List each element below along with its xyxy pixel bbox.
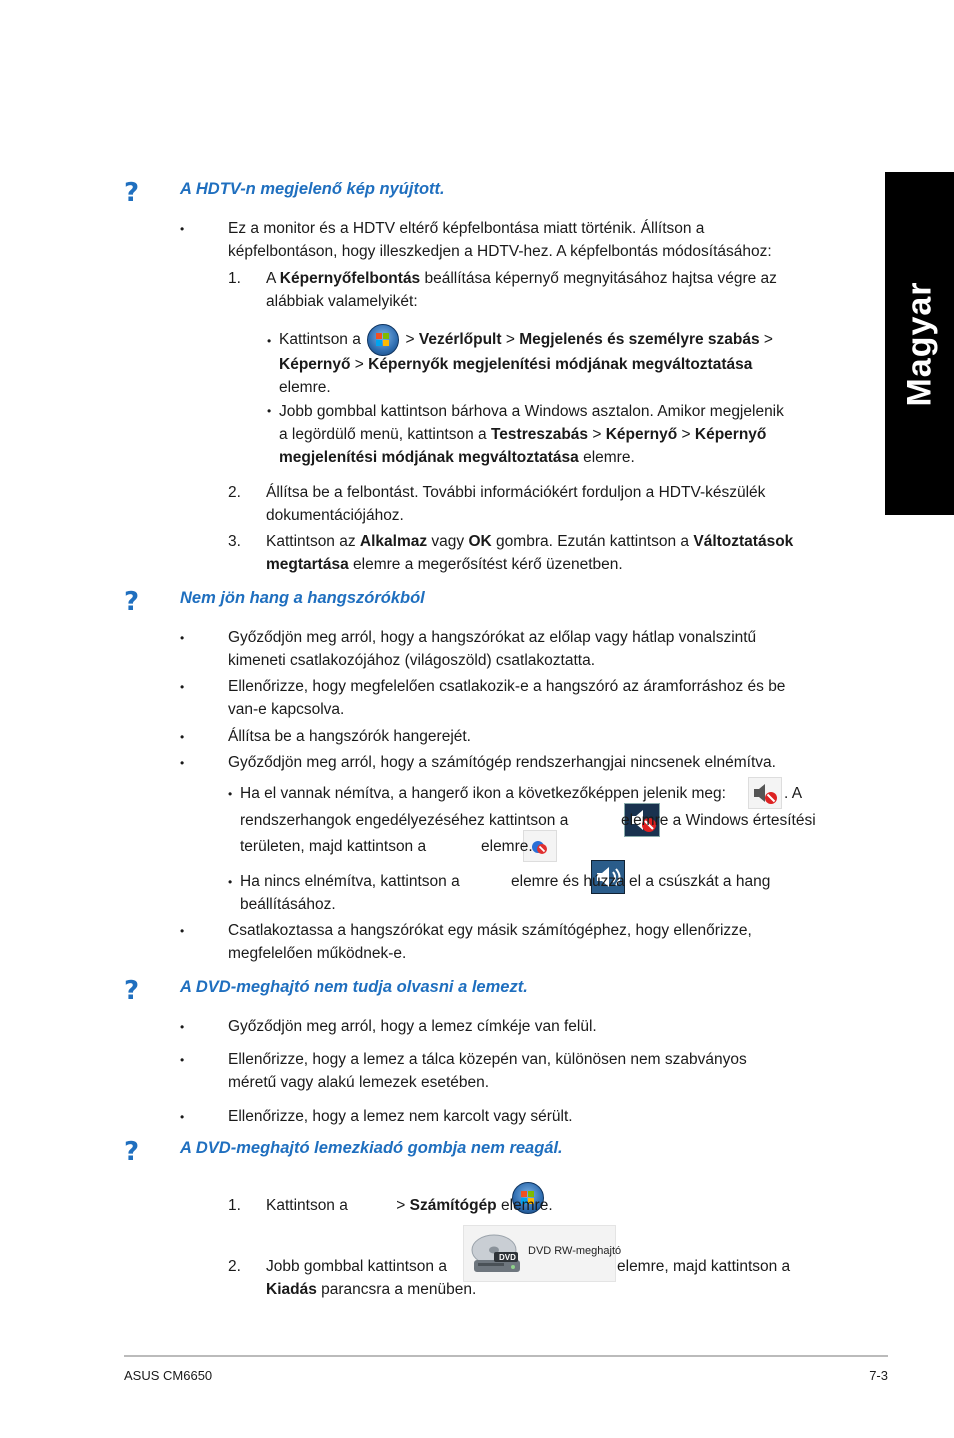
section-heading-dvd-read: A DVD-meghajtó nem tudja olvasni a lemezt. [180, 978, 528, 996]
text-line: Csatlakoztassa a hangszórókat egy másik számítógéphez, hogy ellenőrizze, [228, 922, 752, 939]
step-number: 1. [228, 1197, 241, 1214]
bold-term: Testreszabás [490, 426, 589, 443]
bold-term: Képernyő [694, 426, 767, 443]
bold-term: Megjelenés és személyre szabás [519, 331, 760, 348]
bold-term: Vezérlőpult [418, 331, 502, 348]
text: . A [784, 785, 803, 802]
section-heading-dvd-eject: A DVD-meghajtó lemezkiadó gombja nem reagál. [180, 1139, 563, 1157]
text-line: képfelbontáson, hogy illeszkedjen a HDTV-hez. A képfelbontás módosításához: [228, 243, 772, 260]
sub-bullet-text [279, 317, 839, 399]
bold-term: Képernyőfelbontás [279, 270, 421, 287]
text: Kattintson a [266, 1197, 348, 1214]
bullet: • [228, 787, 233, 801]
text-line: Ez a monitor és a HDTV eltérő képfelbontása miatt történik. Állítson a [228, 220, 705, 237]
bullet: • [180, 222, 185, 236]
text: > [677, 426, 695, 443]
paragraph-text: Ellenőrizze, hogy a lemez nem karcolt vagy sérült. [228, 1108, 573, 1125]
step-number: 1. [228, 270, 241, 287]
bold-term: Képernyő [279, 356, 351, 373]
paragraph-text [228, 675, 785, 721]
text: elemre. [481, 838, 533, 855]
bullet: • [228, 875, 233, 889]
paragraph-text [228, 919, 752, 965]
bullet: • [267, 404, 272, 418]
section-heading-hdtv: A HDTV-n megjelenő kép nyújtott. [180, 180, 445, 198]
text-line: elemre. [279, 379, 331, 396]
text: elemre, majd kattintson a [617, 1258, 791, 1275]
text: beállítása képernyő megnyitásához hajtsa végre az [420, 270, 777, 287]
bullet: • [180, 1110, 185, 1124]
bold-term: megtartása [266, 556, 349, 573]
text: parancsra a menüben. [316, 1281, 477, 1298]
bullet: • [180, 1053, 185, 1067]
paragraph-text: Győződjön meg arról, hogy a lemez címkéje van felül. [228, 1018, 597, 1035]
text: vagy [427, 533, 469, 550]
text: > [759, 331, 773, 348]
footer-divider [124, 1355, 888, 1357]
dvd-drive-item[interactable] [463, 1225, 622, 1282]
question-icon: ? [124, 1137, 140, 1167]
bold-term: Változtatások [693, 533, 794, 550]
text: rendszerhangok engedélyezéséhez kattintson a [240, 812, 569, 829]
text-line: dokumentációjához. [266, 507, 404, 524]
bold-term: Képernyő [605, 426, 678, 443]
step-text [266, 530, 793, 576]
footer-product: ASUS CM6650 [124, 1368, 213, 1383]
step-text [392, 1194, 553, 1217]
text-line: alábbiak valamelyikét: [266, 293, 418, 310]
text-line: Jobb gombbal kattintson bárhova a Windows asztalon. Amikor megjelenik [279, 403, 784, 420]
step-number: 2. [228, 1258, 241, 1275]
dvd-drive-label: DVD RW-meghajtó [528, 1245, 622, 1257]
text: > [392, 1197, 410, 1214]
step-text [266, 481, 765, 527]
question-icon: ? [124, 178, 140, 208]
paragraph-text [228, 626, 756, 672]
text: a legördülő menü, kattintson a [279, 426, 491, 443]
bold-term: Alkalmaz [359, 533, 428, 550]
text-line: beállításához. [240, 896, 336, 913]
dvd-badge: DVD [499, 1253, 516, 1262]
text: gombra. Ezután kattintson a [491, 533, 694, 550]
bullet: • [180, 680, 185, 694]
bullet: • [180, 924, 185, 938]
section-heading-no-sound: Nem jön hang a hangszórókból [180, 589, 425, 607]
question-icon: ? [124, 976, 140, 1006]
bold-term: Képernyők megjelenítési módjának megváltoztatása [368, 356, 753, 373]
text: elemre a megerősítést kérő üzenetben. [348, 556, 623, 573]
step-number: 3. [228, 533, 241, 550]
language-side-tab [885, 172, 954, 515]
text: Ha el vannak némítva, a hangerő ikon a következőképpen jelenik meg: [240, 785, 726, 802]
text-line: Ellenőrizze, hogy a lemez a tálca közepén van, különösen nem szabványos [228, 1051, 747, 1068]
speaker-muted-icon [748, 777, 782, 809]
paragraph-text [228, 1048, 747, 1094]
text: elemre és húzza el a csúszkát a hang [511, 873, 771, 890]
text-line: Győződjön meg arról, hogy a hangszórókat az előlap vagy hátlap vonalszintű [228, 629, 757, 646]
bold-term: Számítógép [409, 1197, 497, 1214]
bold-term: megjelenítési módjának megváltoztatása [279, 449, 579, 466]
bold-term: Kiadás [266, 1281, 317, 1298]
dvd-drive-icon [468, 1230, 524, 1283]
text-line: megfelelően működnek-e. [228, 945, 407, 962]
text-line: van-e kapcsolva. [228, 701, 345, 718]
sub-bullet-text [240, 782, 726, 805]
step-number: 2. [228, 484, 241, 501]
bullet: • [180, 730, 185, 744]
paragraph-text: Győződjön meg arról, hogy a számítógép rendszerhangjai nincsenek elnémítva. [228, 754, 776, 771]
text: területen, majd kattintson a [240, 838, 427, 855]
paragraph-text [228, 217, 772, 263]
text-line: méretű vagy alakú lemezek esetében. [228, 1074, 490, 1091]
paragraph-text: Állítsa be a hangszórók hangerejét. [228, 728, 471, 745]
text: > [501, 331, 520, 348]
step-text [266, 1278, 476, 1301]
text-line: kimeneti csatlakozójához (világoszöld) csatlakoztatta. [228, 652, 596, 669]
footer-page-number: 7-3 [869, 1368, 888, 1383]
text: Kattintson a [279, 331, 366, 348]
text: elemre a Windows értesítési [621, 812, 816, 829]
bullet: • [180, 756, 185, 770]
text: > [350, 356, 369, 373]
windows-start-icon [367, 324, 399, 356]
text-line: Állítsa be a felbontást. További információkért forduljon a HDTV-készülék [266, 484, 766, 501]
text: Kattintson az [266, 533, 360, 550]
text: A [266, 270, 280, 287]
bullet: • [180, 631, 185, 645]
text: > [588, 426, 606, 443]
text: elemre. [496, 1197, 553, 1214]
bullet: • [180, 1020, 185, 1034]
side-tab-label: Magyar [900, 280, 938, 407]
text: Ha nincs elnémítva, kattintson a [240, 873, 460, 890]
step-text [266, 267, 777, 313]
question-icon: ? [124, 587, 140, 617]
bullet: • [267, 334, 272, 348]
text: Jobb gombbal kattintson a [266, 1258, 447, 1275]
text-line: Ellenőrizze, hogy megfelelően csatlakozik-e a hangszóró az áramforráshoz és be [228, 678, 786, 695]
text: > [401, 331, 419, 348]
bold-term: OK [468, 533, 492, 550]
sub-bullet-text [279, 400, 839, 469]
text: elemre. [578, 449, 635, 466]
